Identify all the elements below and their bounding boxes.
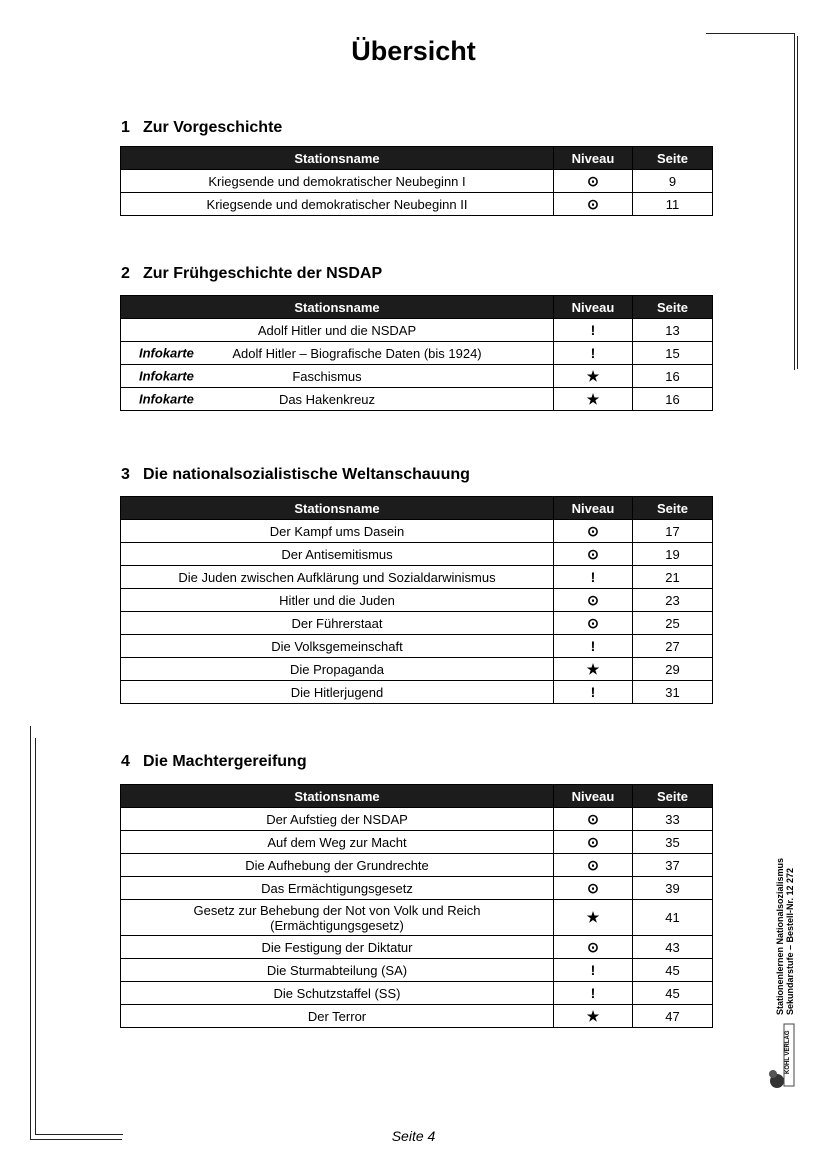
niveau-icon: ! bbox=[554, 635, 633, 658]
station-table bbox=[120, 146, 713, 216]
station-name-cell bbox=[121, 365, 554, 388]
station-name: Der Führerstaat bbox=[291, 615, 383, 631]
column-header-seite: Seite bbox=[633, 497, 713, 520]
table-row bbox=[121, 635, 713, 658]
section-heading: 3 Die nationalsozialistische Weltanschauung bbox=[121, 466, 470, 483]
station-table bbox=[120, 784, 713, 1028]
table-row bbox=[121, 808, 713, 831]
niveau-icon: ⊙ bbox=[554, 193, 633, 216]
niveau-icon: ⊙ bbox=[554, 854, 633, 877]
table-row bbox=[121, 170, 713, 193]
section-heading: 1 Zur Vorgeschichte bbox=[121, 119, 283, 136]
table-row bbox=[121, 831, 713, 854]
station-name: Der Aufstieg der NSDAP bbox=[266, 811, 408, 827]
page-number-cell: 45 bbox=[633, 959, 713, 982]
station-name: Die Propaganda bbox=[290, 661, 384, 677]
niveau-icon: ★ bbox=[554, 900, 633, 936]
publisher-logo-text: KOHL VERLAG bbox=[785, 1030, 791, 1074]
column-header-niveau: Niveau bbox=[554, 497, 633, 520]
niveau-icon: ★ bbox=[554, 658, 633, 681]
station-name: Der Antisemitismus bbox=[281, 546, 393, 562]
niveau-icon: ★ bbox=[554, 365, 633, 388]
station-name: Adolf Hitler – Biografische Daten (bis 1924) bbox=[232, 345, 482, 361]
niveau-icon: ★ bbox=[554, 388, 633, 411]
table-row bbox=[121, 658, 713, 681]
station-name-cell bbox=[121, 193, 554, 216]
table-row bbox=[121, 959, 713, 982]
station-name-cell bbox=[121, 612, 554, 635]
table-row bbox=[121, 388, 713, 411]
page-number-cell: 29 bbox=[633, 658, 713, 681]
page-number-cell: 16 bbox=[633, 365, 713, 388]
table-row bbox=[121, 982, 713, 1005]
table-row bbox=[121, 342, 713, 365]
page-number-cell: 27 bbox=[633, 635, 713, 658]
station-name: Die Festigung der Diktatur bbox=[261, 939, 413, 955]
niveau-icon: ⊙ bbox=[554, 589, 633, 612]
niveau-icon: ! bbox=[554, 319, 633, 342]
station-name: Der Kampf ums Dasein bbox=[269, 523, 405, 539]
page-number-cell: 9 bbox=[633, 170, 713, 193]
table-row bbox=[121, 520, 713, 543]
table-row bbox=[121, 543, 713, 566]
station-name: Die Hitlerjugend bbox=[290, 684, 384, 700]
station-name-cell bbox=[121, 319, 554, 342]
niveau-icon: ⊙ bbox=[554, 520, 633, 543]
table-row bbox=[121, 854, 713, 877]
niveau-icon: ⊙ bbox=[554, 877, 633, 900]
niveau-icon: ⊙ bbox=[554, 808, 633, 831]
niveau-icon: ! bbox=[554, 566, 633, 589]
station-name: Die Juden zwischen Aufklärung und Sozialdarwinismus bbox=[178, 569, 496, 585]
page-frame-bottom-left bbox=[30, 726, 31, 1140]
niveau-icon: ⊙ bbox=[554, 612, 633, 635]
page-number-cell: 15 bbox=[633, 342, 713, 365]
table-row bbox=[121, 612, 713, 635]
station-name-cell bbox=[121, 936, 554, 959]
page-number-cell: 23 bbox=[633, 589, 713, 612]
page-number-cell: 11 bbox=[633, 193, 713, 216]
station-name-cell bbox=[121, 342, 554, 365]
page-number-cell: 41 bbox=[633, 900, 713, 936]
table-header-row bbox=[121, 497, 713, 520]
station-name: Gesetz zur Behebung der Not von Volk und Reich bbox=[193, 902, 481, 918]
page-number-cell: 17 bbox=[633, 520, 713, 543]
station-name: Die Sturmabteilung (SA) bbox=[266, 962, 408, 978]
table-row bbox=[121, 365, 713, 388]
table-row bbox=[121, 900, 713, 936]
column-header-seite: Seite bbox=[633, 147, 713, 170]
table-row bbox=[121, 877, 713, 900]
publisher-logo bbox=[768, 1018, 796, 1092]
niveau-icon: ⊙ bbox=[554, 170, 633, 193]
column-header-niveau: Niveau bbox=[554, 785, 633, 808]
station-name-cell bbox=[121, 681, 554, 704]
page-frame-top-right-inner bbox=[797, 36, 798, 369]
station-name-cell bbox=[121, 808, 554, 831]
station-name: Das Hakenkreuz bbox=[278, 391, 376, 407]
infokarte-label: Infokarte bbox=[139, 391, 194, 407]
table-row bbox=[121, 589, 713, 612]
page-number-cell: 16 bbox=[633, 388, 713, 411]
station-name-cell bbox=[121, 854, 554, 877]
station-name-cell bbox=[121, 1005, 554, 1028]
station-name-cell bbox=[121, 589, 554, 612]
page-frame-top-right bbox=[706, 33, 795, 370]
station-name: Kriegsende und demokratischer Neubeginn II bbox=[206, 196, 468, 212]
niveau-icon: ! bbox=[554, 982, 633, 1005]
table-row bbox=[121, 319, 713, 342]
page-frame-bottom-left-inner bbox=[35, 738, 36, 1134]
niveau-icon: ! bbox=[554, 959, 633, 982]
page-number-cell: 35 bbox=[633, 831, 713, 854]
station-name: Faschismus bbox=[292, 368, 362, 384]
page-number-cell: 25 bbox=[633, 612, 713, 635]
station-name: Auf dem Weg zur Macht bbox=[267, 834, 407, 850]
station-name-cell bbox=[121, 831, 554, 854]
niveau-icon: ! bbox=[554, 681, 633, 704]
page-number-cell: 47 bbox=[633, 1005, 713, 1028]
column-header-stationsname: Stationsname bbox=[121, 296, 554, 319]
side-imprint: Stationenlernen Nationalsozialismus Sekundarstufe – Bestell-Nr. 12 272 bbox=[775, 857, 795, 1015]
station-name-line2: (Ermächtigungsgesetz) bbox=[270, 917, 404, 933]
station-name: Die Aufhebung der Grundrechte bbox=[245, 857, 429, 873]
table-row bbox=[121, 681, 713, 704]
station-name: Kriegsende und demokratischer Neubeginn I bbox=[208, 173, 466, 189]
niveau-icon: ⊙ bbox=[554, 936, 633, 959]
page-number: Seite 4 bbox=[391, 1128, 436, 1144]
niveau-icon: ⊙ bbox=[554, 543, 633, 566]
column-header-seite: Seite bbox=[633, 785, 713, 808]
column-header-niveau: Niveau bbox=[554, 296, 633, 319]
station-table bbox=[120, 295, 713, 411]
station-name-cell bbox=[121, 900, 554, 936]
station-name-cell bbox=[121, 543, 554, 566]
station-name: Der Terror bbox=[307, 1008, 367, 1024]
station-name-cell bbox=[121, 877, 554, 900]
page-number-cell: 19 bbox=[633, 543, 713, 566]
infokarte-label: Infokarte bbox=[139, 368, 194, 384]
page-number-cell: 43 bbox=[633, 936, 713, 959]
column-header-niveau: Niveau bbox=[554, 147, 633, 170]
page-title: Übersicht bbox=[351, 36, 476, 66]
niveau-icon: ★ bbox=[554, 1005, 633, 1028]
table-header-row bbox=[121, 296, 713, 319]
column-header-stationsname: Stationsname bbox=[121, 785, 554, 808]
infokarte-label: Infokarte bbox=[139, 345, 194, 361]
station-name: Adolf Hitler und die NSDAP bbox=[257, 322, 417, 338]
table-row bbox=[121, 1005, 713, 1028]
station-table bbox=[120, 496, 713, 704]
station-name-cell bbox=[121, 635, 554, 658]
station-name-cell bbox=[121, 982, 554, 1005]
page-number-cell: 21 bbox=[633, 566, 713, 589]
niveau-icon: ! bbox=[554, 342, 633, 365]
station-name-cell bbox=[121, 520, 554, 543]
table-row bbox=[121, 936, 713, 959]
page-number-cell: 33 bbox=[633, 808, 713, 831]
column-header-stationsname: Stationsname bbox=[121, 497, 554, 520]
page-number-cell: 13 bbox=[633, 319, 713, 342]
station-name: Hitler und die Juden bbox=[279, 592, 395, 608]
table-row bbox=[121, 193, 713, 216]
table-header-row bbox=[121, 785, 713, 808]
table-row bbox=[121, 566, 713, 589]
page-number-cell: 45 bbox=[633, 982, 713, 1005]
column-header-stationsname: Stationsname bbox=[121, 147, 554, 170]
niveau-icon: ⊙ bbox=[554, 831, 633, 854]
section-heading: 4 Die Machtergereifung bbox=[121, 753, 307, 770]
station-name-cell bbox=[121, 170, 554, 193]
table-header-row bbox=[121, 147, 713, 170]
column-header-seite: Seite bbox=[633, 296, 713, 319]
station-name-cell bbox=[121, 388, 554, 411]
station-name: Die Volksgemeinschaft bbox=[271, 638, 403, 654]
station-name-cell bbox=[121, 566, 554, 589]
station-name-cell bbox=[121, 959, 554, 982]
page-number-cell: 39 bbox=[633, 877, 713, 900]
station-name: Die Schutzstaffel (SS) bbox=[273, 985, 401, 1001]
section-heading: 2 Zur Frühgeschichte der NSDAP bbox=[121, 265, 383, 282]
page-number-cell: 37 bbox=[633, 854, 713, 877]
page-number-cell: 31 bbox=[633, 681, 713, 704]
station-name-cell bbox=[121, 658, 554, 681]
station-name: Das Ermächtigungsgesetz bbox=[261, 880, 413, 896]
